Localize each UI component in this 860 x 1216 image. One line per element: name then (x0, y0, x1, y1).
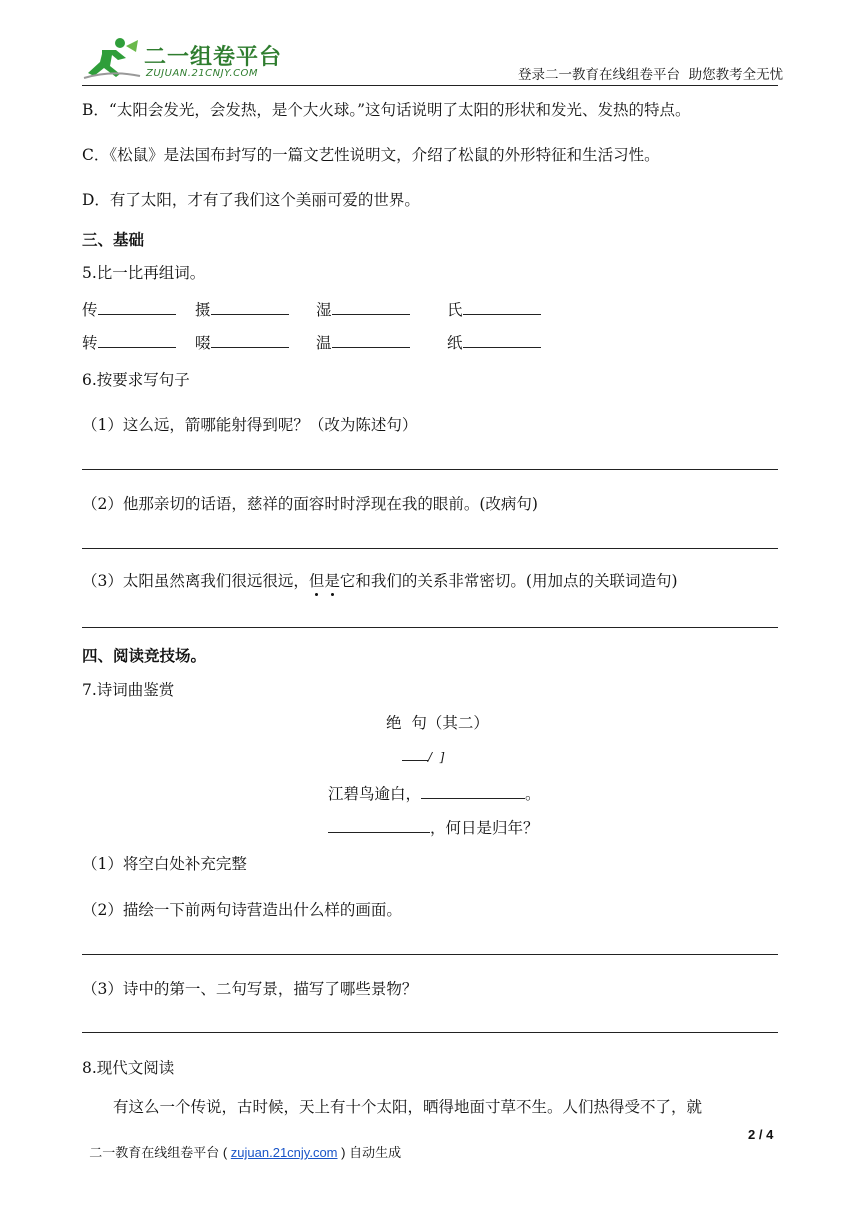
poem-text: 江碧鸟逾白， (328, 785, 422, 803)
answer-blank[interactable] (98, 331, 176, 348)
char-she (195, 298, 289, 320)
header-rule (82, 85, 778, 86)
answer-blank[interactable] (211, 298, 289, 315)
option-d: D．有了太阳，才有了我们这个美丽可爱的世界。 (82, 191, 420, 209)
question-7-2: （2）描绘一下前两句诗营造出什么样的画面。 (82, 901, 402, 919)
poem-author (402, 746, 444, 767)
char-shi (316, 298, 410, 320)
answer-line[interactable] (82, 548, 778, 549)
poem-line-1 (328, 782, 541, 804)
question-7-1: （1）将空白处补充完整 (82, 855, 247, 873)
poem-title: 绝 句（其二） (386, 714, 489, 732)
emphasis-dot-char: 是 (324, 572, 340, 590)
question-7: 7.诗词曲鉴赏 (82, 681, 175, 699)
footer-text: 二一教育在线组卷平台 ( (89, 1145, 231, 1160)
option-c: C．《松鼠》是法国布封写的一篇文艺性说明文，介绍了松鼠的外形特征和生活习性。 (82, 146, 660, 164)
question-6: 6.按要求写句子 (82, 371, 190, 389)
question-6-3-text: 它和我们的关系非常密切。(用加点的关联词造句) (339, 572, 678, 590)
char-label: 氏 (447, 301, 463, 319)
answer-line[interactable] (82, 627, 778, 628)
char-label: 摄 (195, 301, 211, 319)
question-8: 8.现代文阅读 (82, 1059, 175, 1077)
author-blank[interactable] (402, 746, 428, 761)
answer-line[interactable] (82, 1032, 778, 1033)
answer-line[interactable] (82, 954, 778, 955)
logo-cn-text: 二一组卷平台 (144, 45, 283, 70)
answer-blank[interactable] (332, 331, 410, 348)
poem-line-2 (328, 816, 539, 838)
page-number: 2 / 4 (748, 1127, 774, 1142)
logo-en-text: ZUJUAN.21CNJY.COM (146, 68, 259, 79)
question-6-3 (82, 571, 678, 591)
char-label: 湿 (316, 301, 332, 319)
footer-text: ) 自动生成 (337, 1145, 402, 1160)
char-shi2 (447, 298, 541, 320)
poem-text: 。 (525, 785, 541, 803)
answer-blank[interactable] (211, 331, 289, 348)
emphasis-dot-char: 但 (308, 572, 325, 590)
poem-text: ，何日是归年？ (430, 819, 539, 837)
char-zhuan (82, 331, 176, 353)
char-label: 温 (316, 334, 332, 352)
section-4-title: 四、阅读竞技场。 (82, 646, 207, 665)
char-wen (316, 331, 410, 353)
question-6-1: （1）这么远，箭哪能射得到呢？（改为陈述句） (82, 416, 418, 434)
char-chuan (82, 298, 176, 320)
question-6-3-text: （3）太阳虽然离我们很远很远， (82, 572, 309, 590)
logo (82, 36, 282, 82)
question-6-2: （2）他那亲切的话语，慈祥的面容时时浮现在我的眼前。(改病句) (82, 495, 538, 513)
char-label: 纸 (447, 334, 463, 352)
footer-link[interactable]: zujuan.21cnjy.com (230, 1145, 338, 1160)
char-label: 转 (82, 334, 98, 352)
answer-blank[interactable] (332, 298, 410, 315)
answer-blank[interactable] (98, 298, 176, 315)
section-3-title: 三、基础 (82, 230, 145, 249)
question-7-3: （3）诗中的第一、二句写景，描写了哪些景物？ (82, 980, 418, 998)
passage-text: 有这么一个传说，古时候，天上有十个太阳，晒得地面寸草不生。人们热得受不了，就 (113, 1098, 703, 1116)
poem-blank[interactable] (421, 782, 525, 799)
answer-line[interactable] (82, 469, 778, 470)
char-zhi (447, 331, 541, 353)
footer-left (82, 1127, 401, 1161)
char-label: 啜 (195, 334, 211, 352)
author-bracket: / ] (428, 750, 445, 764)
question-5: 5.比一比再组词。 (82, 264, 206, 282)
answer-blank[interactable] (463, 298, 541, 315)
option-b: B．“太阳会发光，会发热，是个大火球。”这句话说明了太阳的形状和发光、发热的特点。 (82, 101, 691, 119)
char-chuo (195, 331, 289, 353)
char-label: 传 (82, 301, 98, 319)
header-right-text: 登录二一教育在线组卷平台 助您教考全无忧 (518, 67, 784, 83)
runner-logo-icon (82, 36, 142, 82)
answer-blank[interactable] (463, 331, 541, 348)
poem-blank[interactable] (328, 816, 430, 833)
